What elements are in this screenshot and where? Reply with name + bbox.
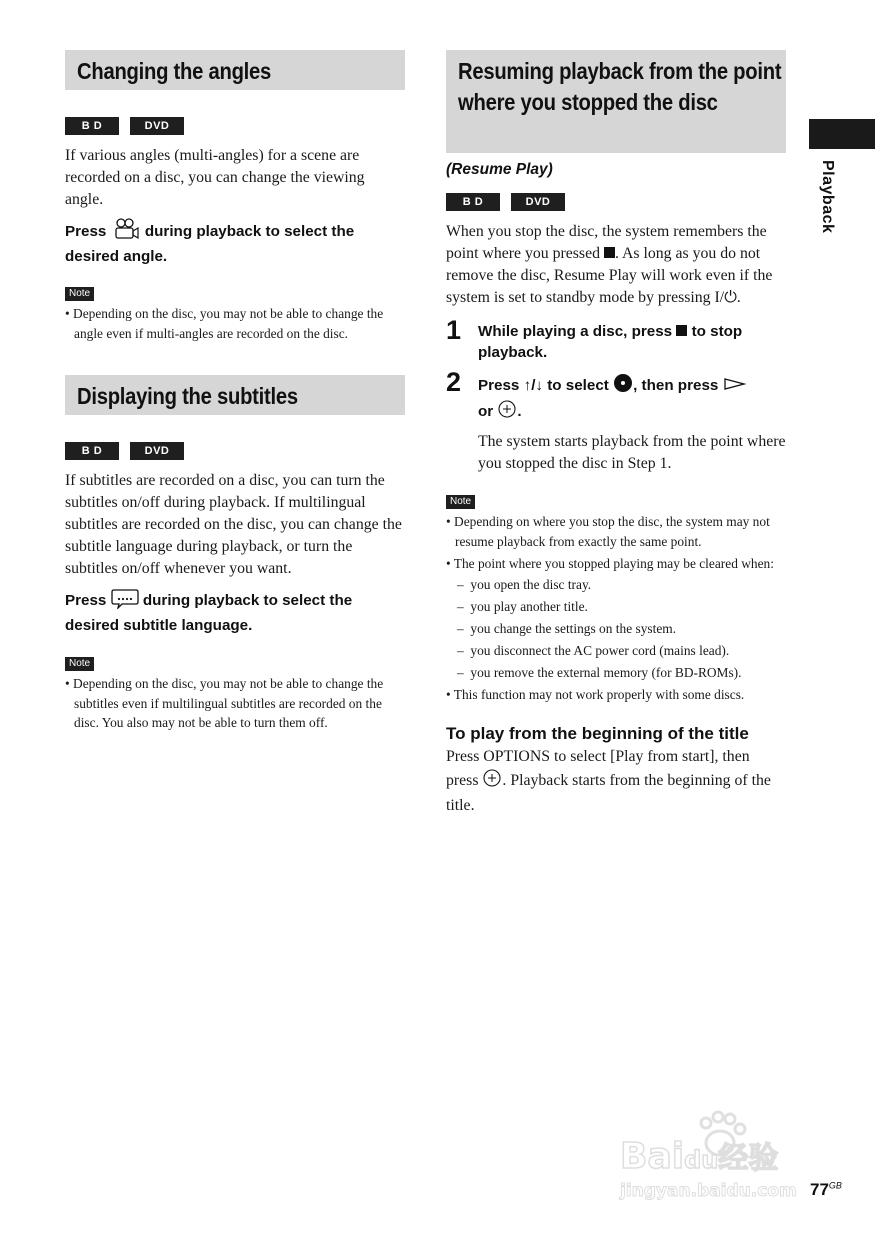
step-2-text: Press ↑/↓ to select , then press or . xyxy=(478,373,786,425)
enter-button-icon xyxy=(482,768,502,795)
note-item: • Depending on the disc, you may not be able to change the angle even if multi-angles are recorded on the disc. xyxy=(65,306,384,341)
resume-play-subtitle: (Resume Play) xyxy=(446,161,553,178)
baidu-watermark xyxy=(620,1105,820,1205)
subtitles-instruction: Press during playback to select the desired subtitle language. xyxy=(65,587,405,636)
angle-button-icon xyxy=(111,218,141,246)
play-from-start-heading: To play from the beginning of the title xyxy=(446,724,749,744)
play-arrow-icon xyxy=(723,376,747,397)
angles-instruction: Press during playback to select the desired angle. xyxy=(65,218,405,267)
disc-badges xyxy=(65,442,405,460)
chapter-tab xyxy=(809,119,875,149)
disc-badges xyxy=(446,193,786,211)
dash-item: – you play another title. xyxy=(457,598,588,614)
step-number: 1 xyxy=(446,315,462,345)
resume-intro: When you stop the disc, the system remembers the point where you pressed . As long as you do not remove the disc, Resume Play will work even if the system is set to standby mode by pressing I/⏻. xyxy=(446,223,773,306)
dash-item: – you disconnect the AC power cord (mains lead). xyxy=(457,642,730,658)
note-label: Note xyxy=(446,495,475,509)
subtitles-intro: If subtitles are recorded on a disc, you can turn the subtitles on/off during playback. If multilingual subtitles are recorded on the disc, you can change the subtitle language during playback, or turn the subtitles on/off whenever you want. xyxy=(65,472,402,578)
bd-badge: B D xyxy=(65,442,119,460)
dvd-badge: DVD xyxy=(130,117,184,135)
note-label: Note xyxy=(65,287,94,301)
right-column xyxy=(446,50,786,817)
disc-badges xyxy=(65,117,405,135)
watermark-brand: Baidu经验 xyxy=(620,1136,779,1177)
step-1 xyxy=(446,315,786,363)
dvd-badge: DVD xyxy=(130,442,184,460)
page-number: $77^{GB}$ xyxy=(810,1180,842,1199)
watermark-url: jingyan.baidu.com xyxy=(620,1181,797,1201)
stop-icon xyxy=(604,247,615,258)
step-number: 2 xyxy=(446,367,462,397)
step-2 xyxy=(446,367,786,475)
dash-item: – you remove the external memory (for BD-ROMs). xyxy=(457,664,742,680)
note-label: Note xyxy=(65,657,94,671)
note-item: • Depending on where you stop the disc, the system may not resume playback from exactly the same point. xyxy=(446,514,770,549)
power-icon: I/⏻ xyxy=(714,289,737,306)
subtitle-button-icon xyxy=(111,587,139,615)
stop-icon xyxy=(676,325,687,336)
section-heading-resume: Resuming playback from the point where you stopped the disc xyxy=(446,50,786,153)
note-item: • The point where you stopped playing may be cleared when: xyxy=(446,556,774,572)
dash-item: – you open the disc tray. xyxy=(457,576,592,592)
step-2-detail: The system starts playback from the point where you stopped the disc in Step 1. xyxy=(478,433,786,472)
step-1-text: While playing a disc, press to stop playback. xyxy=(478,323,743,361)
section-heading-subtitles: Displaying the subtitles xyxy=(65,375,405,415)
bd-badge: B D xyxy=(446,193,500,211)
angles-note xyxy=(65,283,405,343)
subtitles-note xyxy=(65,653,405,733)
left-column xyxy=(65,50,405,733)
dvd-badge: DVD xyxy=(511,193,565,211)
note-item: • Depending on the disc, you may not be able to change the subtitles even if multilingual subtitles are recorded on the disc. You also may not be able to turn them off. xyxy=(65,676,384,731)
bd-badge: B D xyxy=(65,117,119,135)
play-from-start-text: Press OPTIONS to select [Play from start], then press . Playback starts from the beginning of the title. xyxy=(446,748,771,815)
resume-disc-icon xyxy=(613,373,633,399)
dash-item: – you change the settings on the system. xyxy=(457,620,677,636)
section-heading-angles: Changing the angles xyxy=(65,50,405,90)
angles-intro: If various angles (multi-angles) for a scene are recorded on a disc, you can change the viewing angle. xyxy=(65,147,365,208)
note-item: • This function may not work properly with some discs. xyxy=(446,686,745,702)
enter-button-icon xyxy=(497,399,517,425)
chapter-label: Playback xyxy=(819,160,836,234)
resume-note xyxy=(446,491,786,704)
